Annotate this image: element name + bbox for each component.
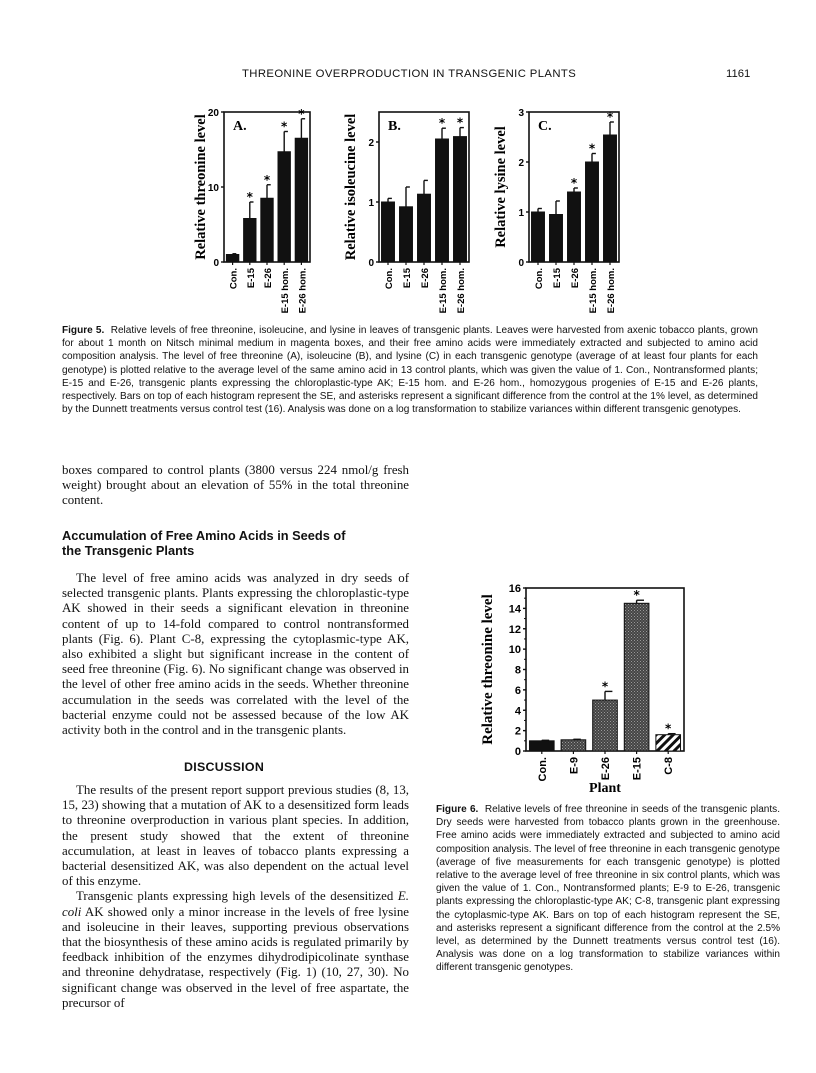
- svg-text:0: 0: [514, 746, 521, 758]
- figure-6-label: Figure 6.: [436, 804, 479, 815]
- figure-5-label: Figure 5.: [62, 325, 105, 336]
- svg-text:3: 3: [518, 108, 524, 119]
- svg-text:12: 12: [508, 623, 521, 636]
- figure-5-panel-c: [495, 108, 625, 318]
- svg-text:2: 2: [514, 725, 521, 738]
- svg-text:Relative threonine level: Relative threonine level: [480, 594, 496, 745]
- figure-6-caption-text: Relative levels of free threonine in seeds of the transgenic plants. Dry seeds were harvested from tobacco plants grown in the greenhouse. Free amino acids were immediately extracted and subjected to amino acid composition analysis. The level of free threonine in each transgenic genotype (average of five measurements for each transgenic genotype) is plotted relative to the average level of free threonine in six control plants, which was given the value of 1. Con., Nontransformed plants; E-9 to E-26, transgenic plants expressing the chloroplastic-type AK; C-8, transgenic plant expressing the cytoplasmic-type AK. Bars on top of each histogram represent the SE, and asterisks represent a significant difference from the control at the 2.5% level, as determined by the Dunnett treatments versus control test (16). Analysis was done on a log transformation to stabilize variances within different transgenic genotypes.: [436, 804, 780, 974]
- figure-5-caption-text: Relative levels of free threonine, isoleucine, and lysine in leaves of transgenic plants. Leaves were harvested from axenic tobacco plants, grown for about 1 month on Nitsch minimal medium in magenta boxes, and their free amino acids were immediately extracted and subjected to amino acid composition analysis. The level of free threonine (A), isoleucine (B), and lysine (C) in each transgenic genotype (average of at least four plants for each genotype) is plotted relative to the average level of the same amino acid in 13 control plants, which was given the value of 1. Con., Nontransformed plants; E-15 and E-26, transgenic plants expressing the chloroplastic-type AK; E-15 hom. and E-26 hom., homozygous progenies of E-15 and E-26 plants, respectively. Bars on top of each histogram represent the SE, and asterisks represent a significant difference from the control at the 1% level, as determined by the Dunnett treatments versus control test (16). Analysis was done on a log transformation to stabilize variances within different transgenic genotypes.: [62, 325, 758, 416]
- svg-text:E-15 hom.: E-15 hom.: [588, 268, 599, 314]
- svg-text:1: 1: [368, 198, 374, 209]
- svg-text:14: 14: [508, 603, 521, 616]
- species-name: E. coli: [62, 889, 409, 919]
- figure-6-caption: [436, 803, 780, 975]
- svg-text:*: *: [633, 588, 640, 603]
- svg-text:E-26: E-26: [570, 268, 581, 289]
- svg-text:E-26: E-26: [263, 268, 274, 289]
- svg-text:2: 2: [518, 158, 524, 169]
- paragraph-continued: [62, 463, 409, 509]
- svg-text:2: 2: [368, 138, 374, 149]
- paragraph-text: The level of free amino acids was analyzed in dry seeds of selected transgenic plants. Plants expressing the chloroplastic-type AK showed in their seeds a significant elevation in threonine content of up to 14-fold compared to control nontransformed plants (Fig. 6). Plant C-8, expressing the cytoplasmic-type AK, also exhibited a slight but significant increase in the content of seed free threonine (Fig. 6). No significant change was observed in the level of other free amino acids in the seeds. Whether threonine accumulation in the seeds was correlated with the level of the bacterial enzyme could not be assessed because of the low AK activity both in the control and in the transgenic plants.: [62, 571, 409, 738]
- svg-text:E-15: E-15: [402, 268, 413, 289]
- paragraph-seeds: [62, 571, 409, 738]
- svg-text:A.: A.: [233, 119, 247, 134]
- section-heading-seeds: Accumulation of Free Amino Acids in Seeds of the Transgenic Plants: [62, 528, 346, 558]
- text-run: Transgenic plants expressing high levels of the desensitized: [76, 889, 398, 904]
- svg-text:*: *: [588, 141, 596, 156]
- svg-text:*: *: [606, 110, 614, 124]
- svg-text:*: *: [281, 119, 288, 134]
- running-head: THREONINE OVERPRODUCTION IN TRANSGENIC PLANTS: [242, 68, 577, 80]
- svg-text:E-15 hom.: E-15 hom.: [438, 268, 449, 314]
- svg-text:20: 20: [207, 108, 219, 119]
- page-number: 1161: [726, 68, 751, 80]
- svg-text:E-15: E-15: [245, 268, 257, 289]
- svg-text:*: *: [601, 679, 609, 694]
- svg-text:*: *: [665, 721, 672, 736]
- svg-text:Relative lysine level: Relative lysine level: [493, 126, 509, 248]
- paragraph-discussion: [62, 783, 409, 1011]
- svg-text:Plant: Plant: [589, 781, 621, 796]
- svg-text:E-15: E-15: [552, 268, 563, 289]
- svg-text:E-9: E-9: [568, 757, 581, 775]
- svg-text:*: *: [263, 172, 271, 187]
- svg-text:*: *: [246, 190, 253, 204]
- svg-text:Con.: Con.: [536, 757, 549, 782]
- figure-5-caption: [62, 324, 758, 416]
- svg-text:*: *: [298, 106, 305, 121]
- figure-5-panel-a: [195, 108, 315, 318]
- svg-text:E-15: E-15: [631, 757, 644, 781]
- svg-text:0: 0: [518, 258, 524, 269]
- discussion-heading: DISCUSSION: [184, 760, 265, 774]
- figure-6-chart: [478, 580, 718, 800]
- svg-text:Con.: Con.: [228, 268, 240, 290]
- svg-text:1: 1: [518, 208, 524, 219]
- paragraph-text: boxes compared to control plants (3800 versus 224 nmol/g fresh weight) brought about an elevation of 55% in the total threonine content.: [62, 463, 409, 508]
- svg-text:Con.: Con.: [384, 268, 395, 290]
- svg-text:E-26: E-26: [420, 268, 431, 289]
- svg-text:E-26: E-26: [600, 757, 612, 781]
- figure-5-panel-b: [345, 108, 475, 318]
- svg-text:16: 16: [508, 583, 521, 595]
- svg-text:10: 10: [207, 183, 219, 194]
- svg-text:E-26 hom.: E-26 hom.: [456, 268, 467, 314]
- svg-text:E-15 hom.: E-15 hom.: [280, 268, 292, 314]
- svg-text:Con.: Con.: [534, 268, 545, 290]
- svg-text:C-8: C-8: [663, 757, 676, 775]
- svg-text:6: 6: [514, 684, 521, 697]
- text-run: AK showed only a minor increase in the levels of free lysine and isoleucine in their leaves, supporting previous observations that the biosynthesis of these amino acids is regulated primarily by feedback inhibition of the enzymes dihydrodipicolinate synthase and threonine dehydratase, respectively (Fig. 1) (10, 27, 30). No significant change was observed in the level of free aspartate, the precursor of: [62, 904, 409, 1010]
- svg-text:10: 10: [508, 644, 521, 657]
- svg-text:*: *: [438, 116, 446, 131]
- svg-text:Relative threonine level: Relative threonine level: [193, 114, 209, 260]
- svg-text:Relative isoleucine level: Relative isoleucine level: [343, 113, 359, 261]
- svg-text:E-26 hom.: E-26 hom.: [606, 268, 617, 314]
- paragraph-text: The results of the present report support previous studies (8, 13, 15, 23) showing that a mutation of AK to a desensitized form leads to threonine overproduction in various plant species. In addition, the present study showed that the extent of threonine accumulation, at least in leaves of tobacco plants expressing a bacterial desensitized AK, was also dependent on the actual level of this enzyme.: [62, 783, 409, 889]
- svg-text:8: 8: [514, 664, 521, 677]
- svg-text:E-26 hom.: E-26 hom.: [297, 268, 309, 314]
- svg-text:*: *: [456, 115, 464, 130]
- paragraph-text: [62, 889, 409, 1011]
- svg-text:4: 4: [514, 705, 521, 718]
- svg-text:C.: C.: [538, 119, 552, 134]
- svg-text:0: 0: [213, 258, 219, 269]
- svg-text:0: 0: [368, 258, 374, 269]
- svg-text:B.: B.: [388, 119, 401, 134]
- svg-text:*: *: [570, 176, 578, 190]
